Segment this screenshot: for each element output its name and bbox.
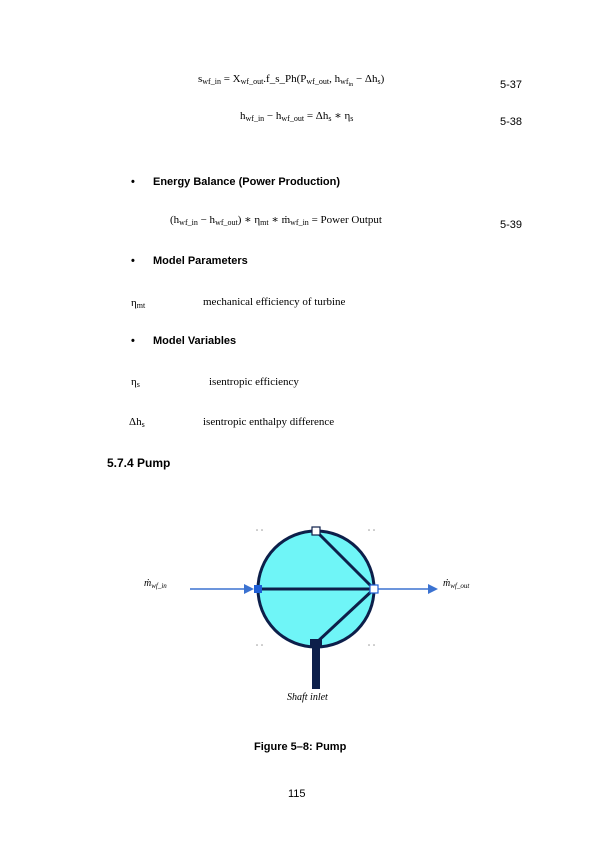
inlet-arrow-head [244, 584, 254, 594]
bullet-model-variables: • Model Variables [131, 335, 237, 347]
figure-caption: Figure 5–8: Pump [254, 741, 347, 753]
symbol-eta-mt: $\eta_{mt}$ [131, 297, 146, 310]
shaft [312, 641, 320, 689]
equation-number: 5-38 [500, 116, 523, 128]
symbol-delta-h-s: $\Delta h_s$ [129, 416, 145, 429]
symbol-eta-s: $\eta_s$ [131, 376, 140, 389]
equation-5-37: $s_{wf\_in}$ = $X_{wf\_out}.f\_s\_Ph(P_{wf\_out}$, $h_{wf_{in}} - \Delta h_s$) [198, 73, 385, 88]
section-heading: 5.7.4 Pump [107, 456, 171, 470]
bullet-model-parameters: • Model Parameters [131, 255, 248, 267]
equation-5-39: $(h_{wf\_in} - h_{wf\_out})$ ∗ $\eta_{mt}$ ∗ ṁ$_{wf\_in}$ = Power Output [170, 214, 382, 227]
page-number: 115 [288, 788, 306, 800]
outlet-arrow-head [428, 584, 438, 594]
equation-number: 5-39 [500, 219, 523, 231]
equation-number: 5-37 [500, 79, 523, 91]
inlet-label: ṁ$_{wf\_in}$ [144, 578, 167, 590]
shaft-connector [310, 639, 322, 647]
outlet-label: ṁ$_{wf\_out}$ [443, 578, 470, 590]
pump-diagram [120, 515, 500, 715]
definition-eta-s: isentropic efficiency [209, 376, 299, 388]
bullet-energy-balance: • Energy Balance (Power Production) [131, 176, 341, 188]
definition-eta-mt: mechanical efficiency of turbine [203, 296, 346, 308]
inlet-port [254, 585, 262, 593]
outlet-port [370, 585, 378, 593]
shaft-inlet-label: Shaft inlet [287, 692, 328, 703]
top-port [312, 527, 320, 535]
equation-5-38: $h_{wf\_in} - h_{wf\_out} = \Delta h_s$ ∗ $\eta_s$ [240, 110, 354, 123]
definition-delta-h-s: isentropic enthalpy difference [203, 416, 335, 428]
